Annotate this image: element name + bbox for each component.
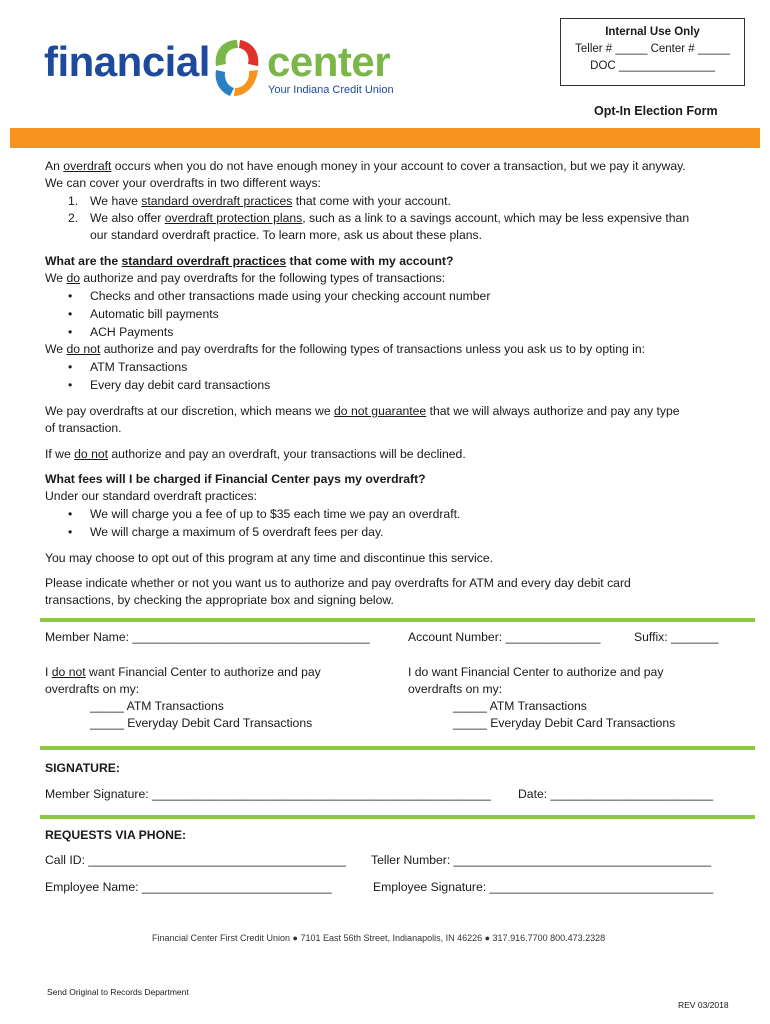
text: standard overdraft practices: [121, 254, 287, 268]
signature-heading: SIGNATURE:: [45, 761, 120, 775]
standard-practices-term: standard overdraft practices: [141, 194, 293, 208]
logo-tagline: Your Indiana Credit Union: [268, 84, 394, 96]
overdraft-term: overdraft: [63, 159, 112, 173]
intro-two-ways: We can cover your overdrafts in two different ways:: [45, 176, 321, 190]
green-divider: [40, 815, 755, 819]
text: authorize and pay an overdraft, your transactions will be declined.: [108, 447, 466, 461]
text: authorize and pay overdrafts for the following types of transactions:: [80, 271, 446, 285]
employee-signature-field[interactable]: Employee Signature: _________________________________: [373, 880, 714, 894]
text: If we: [45, 447, 75, 461]
text: , such as a link to a savings account, which may be less expensive than: [302, 211, 690, 225]
member-signature-field[interactable]: Member Signature: __________________________________________________: [45, 787, 491, 801]
opt-in-debit-checkbox[interactable]: _____ Everyday Debit Card Transactions: [453, 716, 676, 730]
text: We: [45, 342, 67, 356]
member-name-field[interactable]: Member Name: ___________________________________: [45, 630, 370, 644]
text: We also offer: [90, 211, 165, 225]
suffix-field[interactable]: Suffix: _______: [634, 630, 719, 644]
call-id-field[interactable]: Call ID: ______________________________________: [45, 853, 346, 867]
teller-number-field[interactable]: Teller Number: ______________________________________: [371, 853, 712, 867]
opt-out-atm-checkbox[interactable]: _____ ATM Transactions: [90, 699, 224, 713]
logo-word-center: center: [267, 38, 391, 85]
intro-item-number: 1.: [68, 194, 79, 208]
phone-requests-heading: REQUESTS VIA PHONE:: [45, 828, 187, 842]
practices-do-not: [45, 341, 645, 359]
list-item: • Every day debit card transactions: [90, 377, 270, 395]
text: that we will always authorize and pay any type: [426, 404, 680, 418]
text: do not guarantee: [334, 404, 427, 418]
indicate-text-cont: transactions, by checking the appropriate box and signing below.: [45, 593, 394, 607]
logo-word-financial: financial: [44, 38, 210, 85]
orange-divider: [10, 128, 760, 148]
indicate-text: Please indicate whether or not you want us to authorize and pay overdrafts for ATM and every day debit card: [45, 576, 631, 590]
text: occurs when you do not have enough money in your account to cover a transaction, but we pay it anyway.: [111, 159, 686, 173]
declined-text: [45, 446, 466, 464]
discretion-text: [45, 403, 680, 421]
protection-plans-term: overdraft protection plans: [164, 211, 303, 225]
opt-out-choice-text: [45, 664, 321, 682]
list-item: • Checks and other transactions made using your checking account number: [90, 288, 490, 306]
text: What are the: [45, 254, 122, 268]
text: We have: [90, 194, 142, 208]
text: do: [66, 271, 81, 285]
list-item: • ATM Transactions: [90, 359, 187, 377]
internal-use-doc: DOC _______________: [590, 60, 715, 72]
opt-in-atm-checkbox[interactable]: _____ ATM Transactions: [453, 699, 587, 713]
list-item: • Automatic bill payments: [90, 306, 219, 324]
text: that come with your account.: [292, 194, 451, 208]
practices-do: [45, 270, 445, 288]
list-item: • ACH Payments: [90, 324, 173, 342]
text: I: [45, 665, 52, 679]
internal-use-teller-center: Teller # _____ Center # _____: [575, 43, 730, 55]
intro-overdraft-definition: [45, 158, 686, 176]
opt-out-choice-text-cont: overdrafts on my:: [45, 682, 140, 696]
text: do not: [51, 665, 86, 679]
logo-swirl-icon: [210, 34, 264, 106]
internal-use-box: [560, 18, 745, 86]
text: want Financial Center to authorize and pay: [85, 665, 321, 679]
intro-item-standard: [90, 193, 451, 211]
practices-heading: [45, 253, 453, 271]
opt-in-choice-text: I do want Financial Center to authorize and pay: [408, 665, 664, 679]
fees-sub: Under our standard overdraft practices:: [45, 489, 258, 503]
account-number-field[interactable]: Account Number: ______________: [408, 630, 601, 644]
revision-label: REV 03/2018: [678, 1000, 729, 1010]
text: authorize and pay overdrafts for the following types of transactions unless you ask us to by opting in:: [100, 342, 646, 356]
send-original-note: Send Original to Records Department: [47, 987, 189, 997]
text: do not: [66, 342, 101, 356]
internal-use-title: Internal Use Only: [605, 26, 700, 38]
opt-out-text: You may choose to opt out of this program at any time and discontinue this service.: [45, 551, 494, 565]
opt-in-choice-text-cont: overdrafts on my:: [408, 682, 503, 696]
list-item: • We will charge a maximum of 5 overdraft fees per day.: [90, 524, 384, 542]
text: do not: [74, 447, 109, 461]
employee-name-field[interactable]: Employee Name: ____________________________: [45, 880, 332, 894]
discretion-text-cont: of transaction.: [45, 421, 122, 435]
text: that come with my account?: [286, 254, 454, 268]
list-item: • We will charge you a fee of up to $35 each time we pay an overdraft.: [90, 506, 460, 524]
text: We: [45, 271, 67, 285]
intro-item-number: 2.: [68, 211, 79, 225]
green-divider: [40, 746, 755, 750]
intro-item-protection-cont: our standard overdraft practice. To learn more, ask us about these plans.: [90, 228, 483, 242]
form-title: Opt-In Election Form: [594, 104, 718, 118]
text: We pay overdrafts at our discretion, which means we: [45, 404, 335, 418]
fees-heading: What fees will I be charged if Financial Center pays my overdraft?: [45, 472, 426, 486]
opt-out-debit-checkbox[interactable]: _____ Everyday Debit Card Transactions: [90, 716, 313, 730]
footer-address: Financial Center First Credit Union ● 7101 East 56th Street, Indianapolis, IN 46226 ● 317.916.7700 800.473.2328: [152, 933, 606, 943]
date-field[interactable]: Date: ________________________: [518, 787, 714, 801]
text: An: [45, 159, 64, 173]
green-divider: [40, 618, 755, 622]
intro-item-protection: [90, 210, 689, 228]
